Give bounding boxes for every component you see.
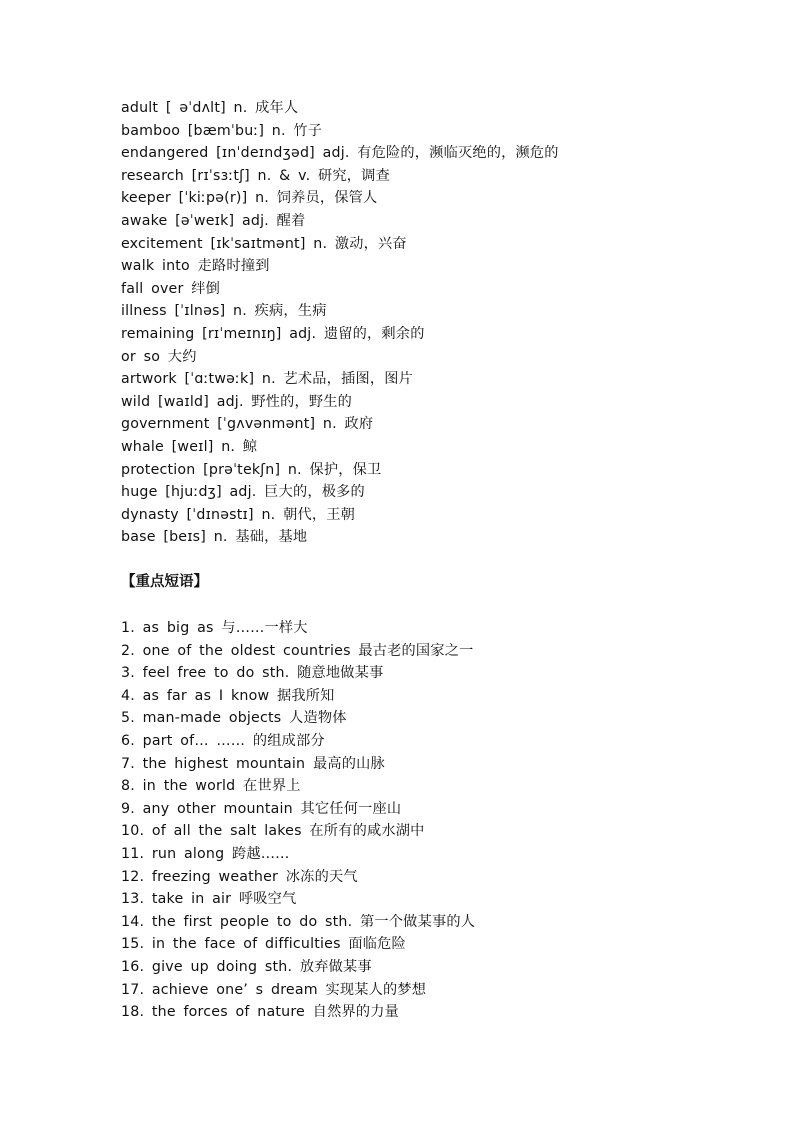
vocab-item: excitement [ɪkˈsaɪtmənt] n. 激动，兴奋	[121, 235, 407, 252]
vocab-item: remaining [rɪˈmeɪnɪŋ] adj. 遗留的，剩余的	[121, 325, 425, 342]
vocab-item: dynasty [ˈdɪnəstɪ] n. 朝代，王朝	[121, 506, 356, 523]
vocab-item: endangered [ɪnˈdeɪndʒəd] adj. 有危险的，濒临灭绝的，濒危的	[121, 145, 559, 162]
vocab-item: adult [ əˈdʌlt] n. 成年人	[121, 100, 299, 116]
phrase-item: 14. the first people to do sth. 第一个做某事的人	[121, 913, 476, 930]
vocab-item: huge [hjuːdʒ] adj. 巨大的，极多的	[121, 484, 365, 501]
phrase-item: 7. the highest mountain 最高的山脉	[121, 755, 385, 772]
phrase-item: 3. feel free to do sth. 随意地做某事	[121, 665, 384, 682]
vocab-item: keeper [ˈkiːpə(r)] n. 饲养员，保管人	[121, 190, 378, 207]
phrase-item: 10. of all the salt lakes 在所有的咸水湖中	[121, 823, 425, 840]
vocab-item: government [ˈgʌvənmənt] n. 政府	[121, 416, 374, 433]
vocab-item: wild [waɪld] adj. 野性的，野生的	[121, 393, 353, 410]
vocab-item: or so 大约	[121, 348, 197, 365]
phrase-list	[121, 617, 761, 1024]
phrase-item: 1. as big as 与……一样大	[121, 620, 308, 636]
vocab-item: walk into 走路时撞到	[121, 258, 270, 275]
phrase-item: 13. take in air 呼吸空气	[121, 891, 297, 908]
phrase-item: 11. run along 跨越……	[121, 845, 290, 862]
phrase-item: 12. freezing weather 冰冻的天气	[121, 868, 358, 885]
vocab-item: whale [weɪl] n. 鲸	[121, 438, 258, 455]
vocab-item: illness [ˈɪlnəs] n. 疾病，生病	[121, 303, 327, 320]
vocab-item: artwork [ˈɑːtwəːk] n. 艺术品，插图，图片	[121, 371, 413, 388]
phrase-item: 6. part of… …… 的组成部分	[121, 732, 325, 749]
section-heading-key-phrases: 【重点短语】	[121, 574, 208, 590]
phrase-item: 15. in the face of difficulties 面临危险	[121, 936, 406, 953]
phrase-item: 18. the forces of nature 自然界的力量	[121, 1004, 400, 1021]
phrase-item: 5. man-made objects 人造物体	[121, 710, 347, 727]
vocab-item: fall over 绊倒	[121, 280, 221, 297]
phrase-item: 9. any other mountain 其它任何一座山	[121, 800, 402, 817]
vocabulary-list	[121, 97, 761, 549]
vocab-item: research [rɪˈsɜːtʃ] n. & v. 研究，调查	[121, 167, 390, 184]
phrase-item: 2. one of the oldest countries 最古老的国家之一	[121, 642, 474, 659]
phrase-item: 4. as far as I know 据我所知	[121, 687, 335, 704]
phrase-item: 16. give up doing sth. 放弃做某事	[121, 958, 372, 975]
phrase-item: 8. in the world 在世界上	[121, 778, 301, 795]
vocab-item: bamboo [bæmˈbuː] n. 竹子	[121, 122, 323, 139]
phrase-item: 17. achieve one’ s dream 实现某人的梦想	[121, 981, 427, 998]
vocab-item: awake [əˈweɪk] adj. 醒着	[121, 212, 306, 229]
vocab-item: protection [prəˈtekʃn] n. 保护，保卫	[121, 461, 382, 478]
vocab-item: base [beɪs] n. 基础，基地	[121, 529, 308, 546]
